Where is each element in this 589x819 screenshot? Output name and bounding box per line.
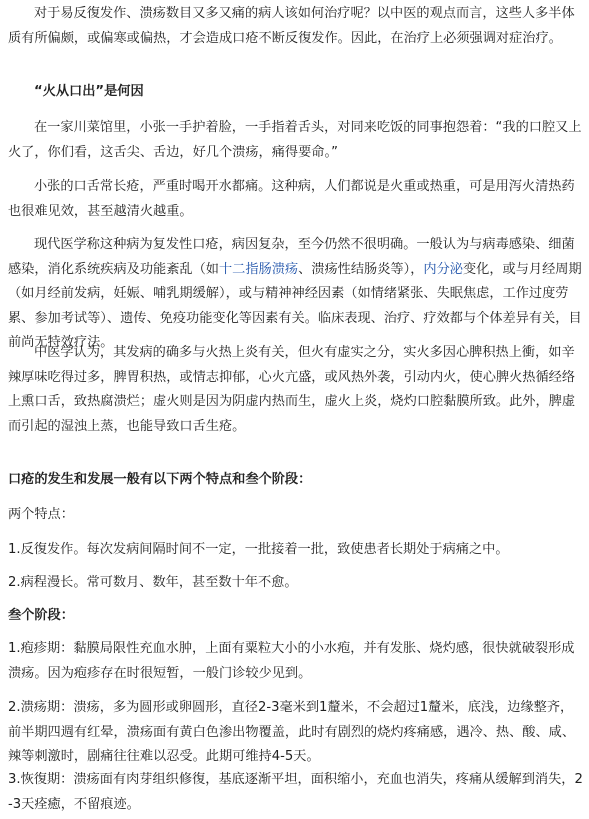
label-two-features: 两个特点： [8, 507, 74, 522]
paragraph-modern-medicine [8, 233, 584, 356]
link-endocrine[interactable]: 内分泌 [423, 261, 463, 277]
list-item-feature-2: 2.病程漫长。常可数月、数年，甚至数十年不愈。 [8, 575, 298, 590]
list-item-stage-1: 1.疱疹期：黏膜局限性充血水肿，上面有粟粒大小的小水疱，并有发胀、烧灼感，很快就破裂形成溃疡。因为疱疹存在时很短暂，一般门诊较少见到。 [8, 641, 575, 681]
paragraph-text: 现代医学称这种病为复发性口疮，病因复杂，至今仍然不很明确。一般认为与病毒感染、细菌感染，消化系统疾病及功能紊乱（如 [8, 237, 575, 277]
section-heading-stages: 口疮的发生和发展一般有以下两个特点和叁个阶段： [8, 472, 312, 487]
label-three-stages: 叁个阶段： [8, 608, 74, 623]
list-item-stage-2: 2.溃疡期：溃疡，多为圆形或卵圆形，直径2-3毫米到1釐米，不会超过1釐米，底浅，边缘整齐，前半期四週有红晕，溃疡面有黄白色渗出物覆盖，此时有剧烈的烧灼疼痛感，遇冷、热、酸、咸、辣等刺激时，剧痛往往难以忍受。此期可维持4-5天。 [8, 700, 576, 764]
paragraph-text: 、溃疡性结肠炎等）， [298, 261, 424, 277]
paragraph-text: 变化，或与月经周期（如月经前发病，妊娠、哺乳期缓解），或与精神神经因素（如情绪紧张、失眠焦虑，工作过度劳累、参加考试等）、遗传、免疫功能变化等因素有关。临床表现、治疗、疗效都与个体差异有关，目前尚无特效疗法。 [8, 261, 582, 350]
link-duodenal-ulcer[interactable]: 十二指肠溃疡 [219, 261, 299, 277]
section-heading-fire: “火从口出”是何因 [34, 84, 144, 99]
paragraph-tcm: 中医学认为，其发病的确多与火热上炎有关，但火有虚实之分，实火多因心脾积热上衝，如辛辣厚味吃得过多，脾胃积热，或情志抑郁，心火亢盛，或风热外袭，引动内火，使心脾火热循经络上熏口舌，致热腐溃烂；虚火则是因为阴虚内热而生，虚火上炎，烧灼口腔黏膜所致。此外，脾虚而引起的湿浊上蒸，也能导致口舌生疮。 [8, 345, 576, 434]
paragraph-intro: 对于易反復发作、溃疡数目又多又痛的病人该如何治疗呢？以中医的观点而言，这些人多半体质有所偏颇，或偏寒或偏热，才会造成口疮不断反復发作。因此，在治疗上必须强调对症治疗。 [8, 6, 575, 46]
paragraph-restaurant: 在一家川菜馆里，小张一手护着脸，一手指着舌头，对同来吃饭的同事抱怨着：“我的口腔又上火了，你们看，这舌尖、舌边，好几个溃疡，痛得要命。” [8, 120, 582, 160]
paragraph-xiaozhang: 小张的口舌常长疮，严重时喝开水都痛。这种病，人们都说是火重或热重，可是用泻火清热药也很难见效，甚至越清火越重。 [8, 179, 575, 219]
list-item-stage-3: 3.恢復期：溃疡面有肉芽组织修復，基底逐渐平坦，面积缩小，充血也消失，疼痛从缓解到消失，2-3天痊癒，不留痕迹。 [8, 772, 583, 812]
list-item-feature-1: 1.反復发作。每次发病间隔时间不一定，一批接着一批，致使患者长期处于病痛之中。 [8, 542, 509, 557]
